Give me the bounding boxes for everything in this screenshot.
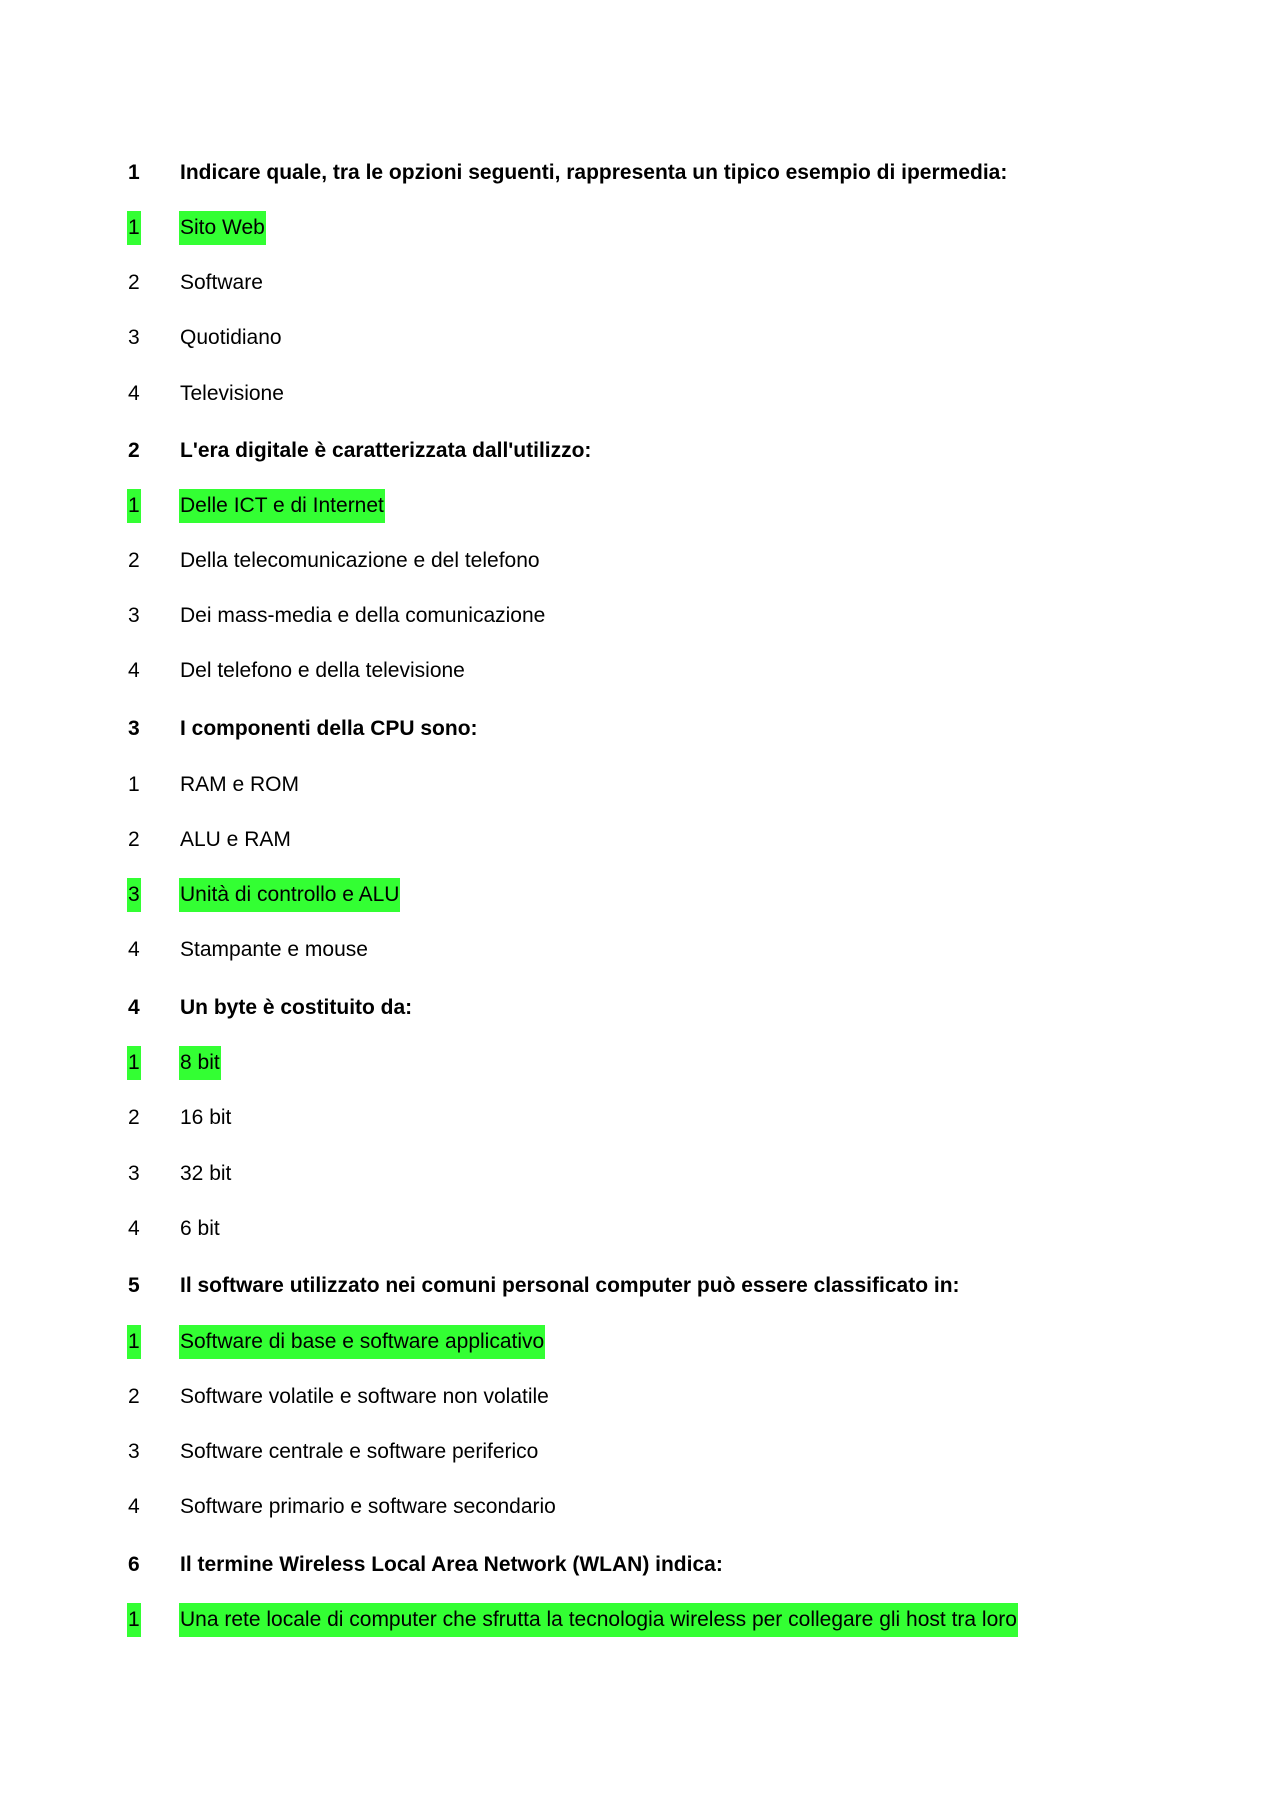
option-4-3 (0, 1157, 1280, 1191)
option-text: Della telecomunicazione e del telefono (180, 549, 540, 572)
option-text: Stampante e mouse (180, 938, 368, 961)
option-text: Una rete locale di computer che sfrutta la tecnologia wireless per collegare gli host tra loro (179, 1603, 1018, 1637)
question-2 (0, 434, 1280, 468)
question-text: Il termine Wireless Local Area Network (WLAN) indica: (180, 1553, 723, 1576)
option-1-2 (0, 266, 1280, 300)
option-text: Del telefono e della televisione (180, 659, 465, 682)
option-number: 4 (128, 659, 140, 682)
option-number: 4 (128, 382, 140, 405)
option-text: Software volatile e software non volatile (180, 1385, 549, 1408)
option-3-1 (0, 768, 1280, 802)
option-number: 4 (128, 938, 140, 961)
option-text: ALU e RAM (180, 828, 291, 851)
option-5-4 (0, 1490, 1280, 1524)
option-text: Delle ICT e di Internet (179, 489, 385, 523)
option-5-1-correct (0, 1325, 1280, 1359)
option-text: Televisione (180, 382, 284, 405)
option-text: Unità di controllo e ALU (179, 878, 400, 912)
option-number: 1 (127, 1046, 141, 1080)
option-text: Software centrale e software periferico (180, 1440, 539, 1463)
option-text: Software (180, 271, 263, 294)
option-number: 3 (128, 1440, 140, 1463)
question-6 (0, 1548, 1280, 1582)
option-3-4 (0, 933, 1280, 967)
option-2-4 (0, 654, 1280, 688)
option-text: 16 bit (180, 1106, 232, 1129)
option-text: Dei mass-media e della comunicazione (180, 604, 546, 627)
option-text: Quotidiano (180, 326, 282, 349)
question-number: 5 (128, 1274, 140, 1297)
option-text: Sito Web (179, 211, 266, 245)
option-1-3 (0, 321, 1280, 355)
question-text: Indicare quale, tra le opzioni seguenti, rappresenta un tipico esempio di ipermedia: (180, 161, 1008, 184)
option-3-3-correct (0, 878, 1280, 912)
option-number: 1 (127, 211, 141, 245)
option-2-2 (0, 544, 1280, 578)
option-text: 6 bit (180, 1217, 220, 1240)
option-6-1-correct (0, 1603, 1280, 1637)
option-number: 1 (127, 1325, 141, 1359)
question-4 (0, 991, 1280, 1025)
question-text: Un byte è costituito da: (180, 996, 413, 1019)
option-number: 2 (128, 1106, 140, 1129)
option-4-2 (0, 1101, 1280, 1135)
option-3-2 (0, 823, 1280, 857)
option-text: Software di base e software applicativo (179, 1325, 545, 1359)
option-1-1-correct (0, 211, 1280, 245)
question-text: I componenti della CPU sono: (180, 717, 478, 740)
option-number: 3 (128, 1162, 140, 1185)
option-4-1-correct (0, 1046, 1280, 1080)
option-number: 2 (128, 549, 140, 572)
option-number: 2 (128, 828, 140, 851)
option-5-2 (0, 1380, 1280, 1414)
option-text: 8 bit (179, 1046, 221, 1080)
option-number: 3 (127, 878, 141, 912)
question-number: 3 (128, 717, 140, 740)
question-text: L'era digitale è caratterizzata dall'utilizzo: (180, 439, 592, 462)
option-number: 2 (128, 1385, 140, 1408)
option-number: 1 (128, 773, 140, 796)
option-1-4 (0, 377, 1280, 411)
question-number: 2 (128, 439, 140, 462)
option-number: 3 (128, 326, 140, 349)
option-number: 4 (128, 1217, 140, 1240)
option-5-3 (0, 1435, 1280, 1469)
option-text: 32 bit (180, 1162, 232, 1185)
question-number: 4 (128, 996, 140, 1019)
option-4-4 (0, 1212, 1280, 1246)
question-1 (0, 156, 1280, 190)
option-2-1-correct (0, 489, 1280, 523)
option-number: 2 (128, 271, 140, 294)
option-2-3 (0, 599, 1280, 633)
option-number: 3 (128, 604, 140, 627)
option-number: 1 (127, 1603, 141, 1637)
option-number: 4 (128, 1495, 140, 1518)
question-3 (0, 712, 1280, 746)
question-text: Il software utilizzato nei comuni personal computer può essere classificato in: (180, 1274, 960, 1297)
question-number: 6 (128, 1553, 140, 1576)
question-number: 1 (128, 161, 140, 184)
option-text: RAM e ROM (180, 773, 300, 796)
option-text: Software primario e software secondario (180, 1495, 556, 1518)
option-number: 1 (127, 489, 141, 523)
question-5 (0, 1269, 1280, 1303)
